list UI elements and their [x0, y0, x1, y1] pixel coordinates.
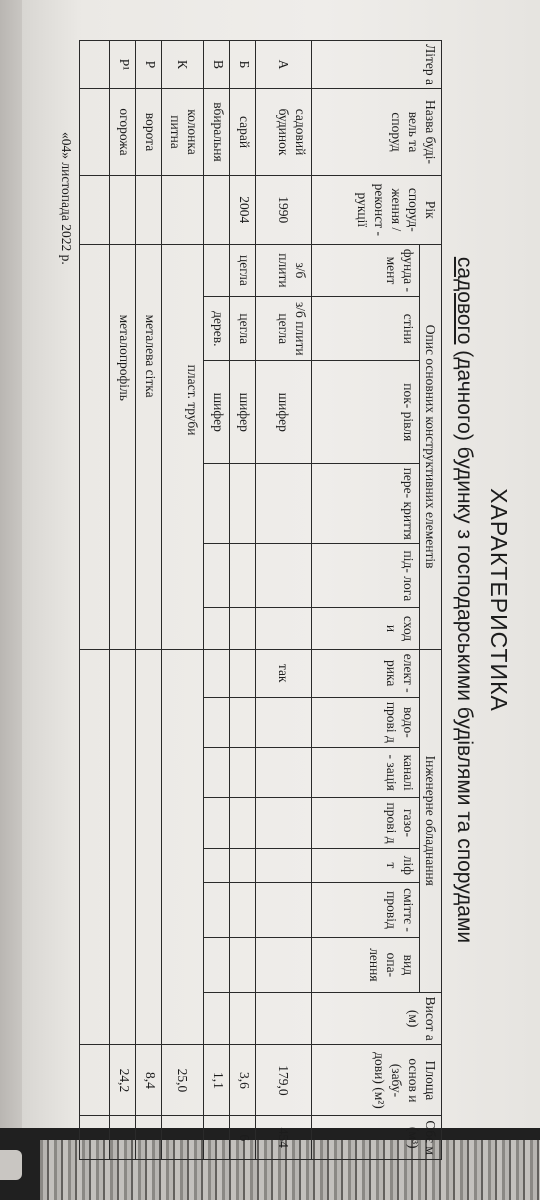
cell-empty: [80, 244, 110, 649]
cell-empty: [204, 608, 230, 649]
col-name: Назва буді- вель та споруд: [312, 89, 442, 176]
cell-empty: [80, 89, 110, 176]
col-water: водо- прові д: [312, 697, 420, 747]
cell-empty: [204, 649, 230, 697]
cell-structure: пласт. труби: [162, 244, 204, 649]
cell-empty: [230, 883, 256, 938]
group-structural: Опис основних конструктивних елементів: [420, 244, 442, 649]
cell-walls: цегла: [230, 297, 256, 361]
cell-foundation: з/б плити: [256, 244, 312, 297]
cell-empty: [256, 992, 312, 1045]
cell-empty: [204, 544, 230, 608]
group-engineering: Інженерне обладнання: [420, 649, 442, 992]
col-sewer: каналі - зація: [312, 748, 420, 798]
subtitle-underlined: садового: [453, 256, 476, 345]
cell-empty: [204, 883, 230, 938]
cell-name: сарай: [230, 89, 256, 176]
cell-year: 1990: [256, 175, 312, 244]
col-floors: під- лога: [312, 544, 420, 608]
cell-empty: [230, 992, 256, 1045]
cell-area: 1,1: [204, 1045, 230, 1116]
col-area: Площа основ и (забу- дови) (м²): [312, 1045, 442, 1116]
col-liter: Літер а: [312, 41, 442, 89]
cell-foundation: цегла: [230, 244, 256, 297]
table-row: [204, 41, 230, 1160]
cell-empty: [80, 175, 110, 244]
cell-structure: металева сітка: [136, 244, 162, 649]
cell-empty: [204, 992, 230, 1045]
cell-empty: [256, 883, 312, 938]
table-row: [162, 41, 204, 1160]
cell-liter: В: [204, 41, 230, 89]
cell-empty: [80, 41, 110, 89]
cell-walls: дерев.: [204, 297, 230, 361]
table-row: [110, 41, 136, 1160]
cell-volume: [110, 1116, 136, 1160]
col-year: Рік споруд- ження / реконст - рукції: [312, 175, 442, 244]
cell-empty: [230, 544, 256, 608]
cell-name: огорожа: [110, 89, 136, 176]
document-title: ХАРАКТЕРИСТИКА: [486, 488, 512, 712]
cell-area: 25,0: [162, 1045, 204, 1116]
cell-empty: [204, 464, 230, 544]
document-date: «04» листопада 2022 р.: [59, 132, 74, 265]
cell-empty: [230, 608, 256, 649]
cell-empty: [204, 748, 230, 798]
col-ceiling: пере- криття: [312, 464, 420, 544]
cell-empty: [230, 798, 256, 848]
cell-empty: [256, 748, 312, 798]
cell-empty: [110, 649, 136, 1045]
col-garbage: сміттє - провід: [312, 883, 420, 938]
document-subtitle: [452, 0, 476, 1200]
cell-liter: Б: [230, 41, 256, 89]
subtitle-rest: (дачного) будинку з господарськими будівлями та спорудами: [453, 344, 476, 944]
table-row: [256, 41, 312, 1160]
cell-year: 2004: [230, 175, 256, 244]
col-stairs: сход и: [312, 608, 420, 649]
cell-empty: [230, 848, 256, 882]
cell-roof: шифер: [204, 361, 230, 464]
cell-empty: [256, 937, 312, 992]
cell-empty: [204, 697, 230, 747]
cell-year: [162, 175, 204, 244]
col-foundation: фунда - мент: [312, 244, 420, 297]
cell-empty: [230, 649, 256, 697]
cell-electric: так: [256, 649, 312, 697]
cell-roof: шифер: [230, 361, 256, 464]
col-volume: Обє м (м³): [312, 1116, 442, 1160]
col-walls: стіни: [312, 297, 420, 361]
cell-volume: [204, 1116, 230, 1160]
cell-volume: [136, 1116, 162, 1160]
cell-year: [136, 175, 162, 244]
cell-year: [204, 175, 230, 244]
cell-year: [110, 175, 136, 244]
col-gas: газо- прові д: [312, 798, 420, 848]
cell-empty: [204, 848, 230, 882]
cell-structure: металопрофіль: [110, 244, 136, 649]
cell-empty: [162, 649, 204, 1045]
cell-empty: [204, 937, 230, 992]
cell-empty: [256, 798, 312, 848]
cell-area: 179,0: [256, 1045, 312, 1116]
col-roof: пок- рівля: [312, 361, 420, 464]
cell-area: 8,4: [136, 1045, 162, 1116]
cell-foundation: [204, 244, 230, 297]
cell-empty: [230, 464, 256, 544]
cell-empty: [256, 464, 312, 544]
cell-empty: [136, 649, 162, 1045]
cell-empty: [230, 697, 256, 747]
cell-empty: [204, 798, 230, 848]
cell-name: садовий будинок: [256, 89, 312, 176]
cell-empty: [256, 544, 312, 608]
table-row: [136, 41, 162, 1160]
cell-empty: [256, 848, 312, 882]
col-electric: елект - рика: [312, 649, 420, 697]
cell-liter: Р: [136, 41, 162, 89]
cell-area: 24,2: [110, 1045, 136, 1116]
cell-empty: [230, 937, 256, 992]
table-row: [230, 41, 256, 1160]
table-row-empty: [80, 41, 110, 1160]
cell-area: 3,6: [230, 1045, 256, 1116]
cell-empty: [80, 1045, 110, 1116]
header-row-groups: [420, 41, 442, 1160]
buildings-table: [79, 40, 442, 1160]
cell-name: ворота: [136, 89, 162, 176]
cell-empty: [256, 608, 312, 649]
cell-empty: [80, 649, 110, 1045]
cell-liter: Р¹: [110, 41, 136, 89]
cell-liter: К: [162, 41, 204, 89]
cell-roof: шифер: [256, 361, 312, 464]
cell-name: вбиральня: [204, 89, 230, 176]
col-ventilation: вид опа- лення: [312, 937, 420, 992]
cell-empty: [256, 697, 312, 747]
cell-volume: 6: [230, 1116, 256, 1160]
cell-walls: з/б плити цегла: [256, 297, 312, 361]
col-lift: ліф т: [312, 848, 420, 882]
cell-liter: А: [256, 41, 312, 89]
cell-empty: [80, 1116, 110, 1160]
cell-name: колонка питна: [162, 89, 204, 176]
cell-volume: 454: [256, 1116, 312, 1160]
cell-empty: [230, 748, 256, 798]
col-height: Висот а (м): [312, 992, 442, 1045]
cell-volume: [162, 1116, 204, 1160]
